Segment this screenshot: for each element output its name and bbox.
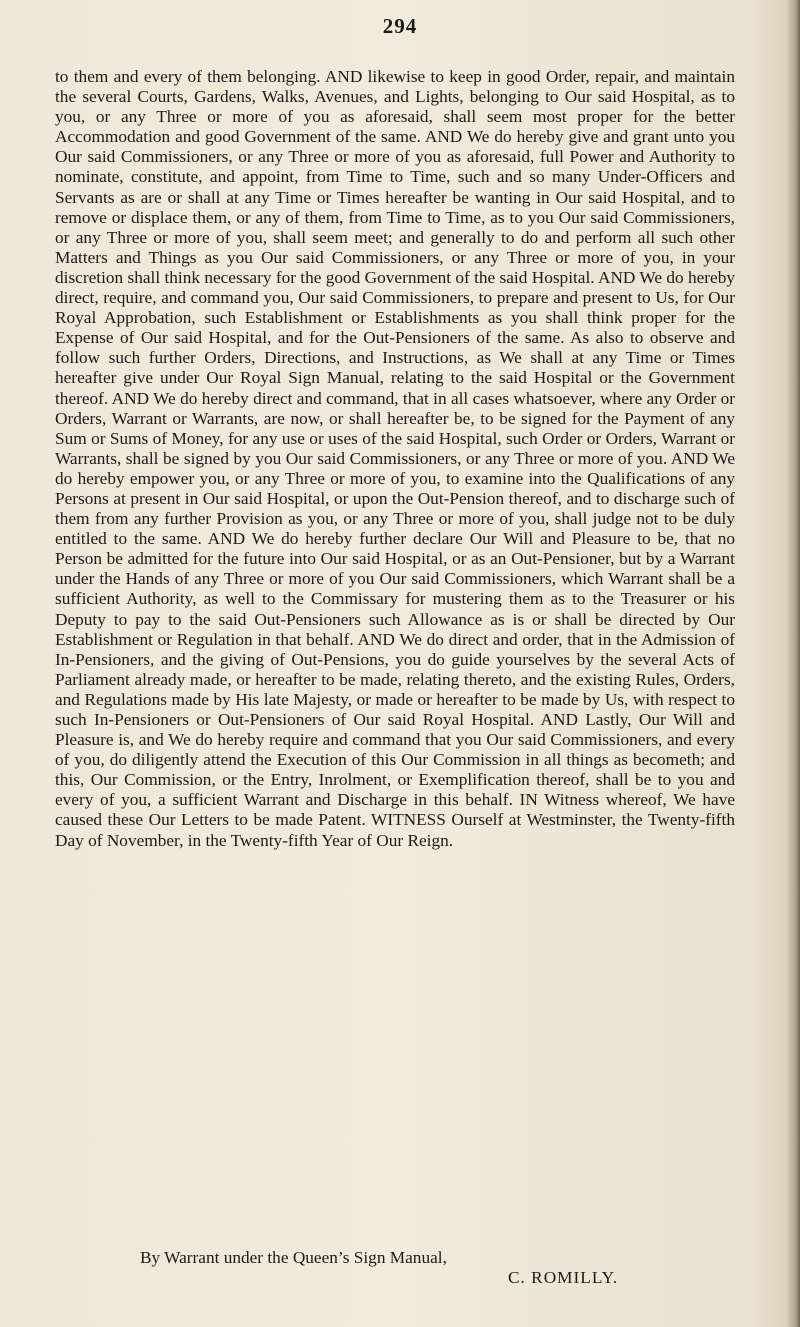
signature: C. ROMILLY. (508, 1268, 619, 1287)
page-number: 294 (382, 14, 418, 38)
page-edge-shadow (786, 0, 800, 1327)
body-text: to them and every of them belonging. AND likewise to keep in good Order, repair, and maintain the several Courts, Gardens, Walks, Avenues, and Lights, belonging to Our said Hospital, as to you, or any Three or more of you as aforesaid, shall seem most proper for the better Accommodation and good Government of the same. AND We do hereby give and grant unto you Our said Commissioners, or any Three or more of you as aforesaid, full Power and Authority to nominate, constitute, and appoint, from Time to Time, such and so many Under-Officers and Servants as are or shall at any Time or Times hereafter be wanting in Our said Hospital, and to remove or displace them, or any of them, from Time to Time, as to you Our said Commissioners, or any Three or more of you, shall seem meet; and generally to do and perform all such other Matters and Things as you Our said Commissioners, or any Three or more of you, in your discretion shall think necessary for the good Government of the said Hospital. AND We do hereby direct, require, and command you, Our said Commissioners, to prepare and present to Us, for Our Royal Approbation, such Establishment or Establishments as you shall think proper for the Expense of Our said Hospital, and for the Out-Pensioners of the same. As also to observe and follow such further Orders, Directions, and Instructions, as We shall at any Time or Times hereafter give under Our Royal Sign Manual, relating to the said Hospital or the Government thereof. AND We do hereby direct and command, that in all cases whatsoever, where any Order or Orders, Warrant or Warrants, are now, or shall hereafter be, to be signed for the Payment of any Sum or Sums of Money, for any use or uses of the said Hospital, such Order or Orders, Warrant or Warrants, shall be signed by you Our said Commissioners, or any Three or more of you. AND We do hereby empower you, or any Three or more of you, to examine into the Qualifications of any Persons at present in Our said Hospital, or upon the Out-Pension thereof, and to discharge such of them from any further Provision as you, or any Three or more of you, shall judge not to be duly entitled to the same. AND We do hereby further declare Our Will and Pleasure to be, that no Person be admitted for the future into Our said Hospital, or as an Out-Pensioner, but by a Warrant under the Hands of any Three or more of you Our said Commissioners, which Warrant shall be a sufficient Authority, as well to the Commissary for mustering them as to the Treasurer or his Deputy to pay to the said Out-Pensioners such Allowance as is or shall be directed by Our Establishment or Regulation in that behalf. AND We do direct and order, that in the Admission of In-Pensioners, and the giving of Out-Pensions, you do guide yourselves by the several Acts of Parliament already made, or hereafter to be made, relating thereto, and the existing Rules, Orders, and Regulations made by His late Majesty, or made or hereafter to be made by Us, with respect to such In-Pensioners or Out-Pensioners of Our said Royal Hospital. AND Lastly, Our Will and Pleasure is, and We do hereby require and command that you Our said Commissioners, and every of you, do diligently attend the Execution of this Our Commission in all things as becometh; and this, Our Commission, or the Entry, Inrolment, or Exemplification thereof, shall be to you and every of you, a sufficient Warrant and Discharge in this behalf. IN Witness whereof, We have caused these Our Letters to be made Patent. WITNESS Ourself at Westminster, the Twenty-fifth Day of November, in the Twenty-fifth Year of Our Reign. (55, 67, 735, 850)
attestation-line: By Warrant under the Queen’s Sign Manual, (140, 1248, 447, 1267)
